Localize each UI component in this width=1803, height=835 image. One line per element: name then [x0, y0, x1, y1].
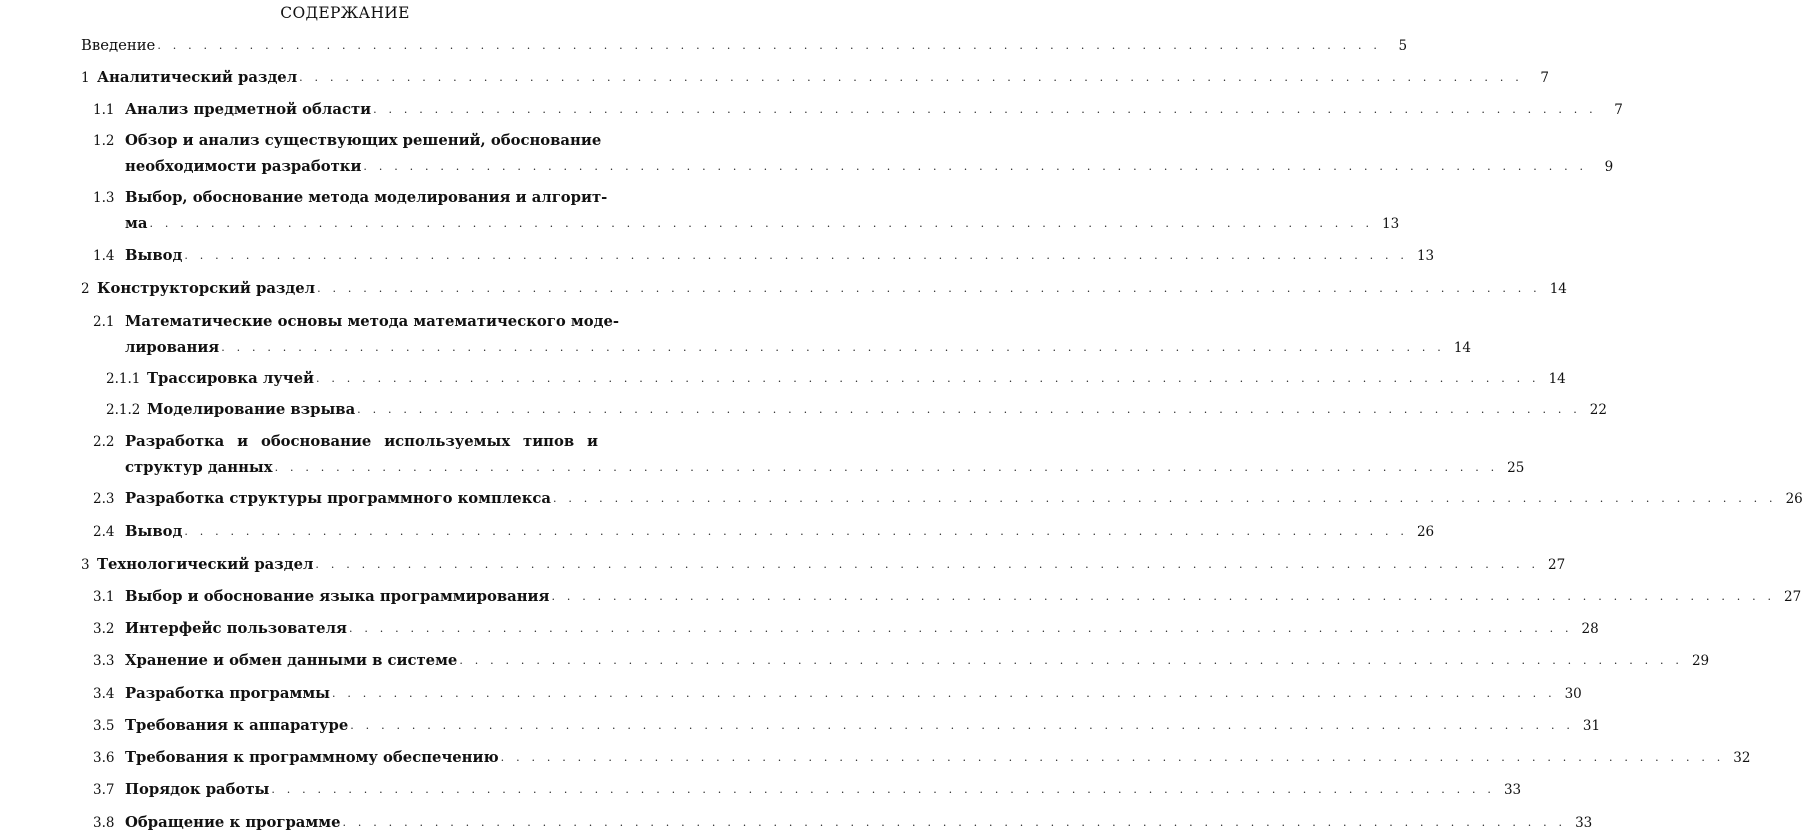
toc-entry-title: Моделирование взрыва: [147, 401, 356, 418]
toc-page-number: 5: [1398, 38, 1408, 54]
toc-entry-title: Конструкторский раздел: [97, 280, 316, 297]
toc-entry-number: 1.4: [93, 248, 115, 264]
toc-entry-title: Разработка и обоснование используемых типов и: [125, 433, 598, 450]
toc-entry-title: Разработка структуры программного комплекса: [125, 490, 551, 507]
toc-page-number: 7: [1540, 70, 1549, 86]
toc-entry-number: 3.4: [93, 686, 115, 702]
toc-entry-number: 1.2: [93, 133, 115, 149]
toc-page-number: 7: [1614, 102, 1623, 118]
toc-entry-title: Разработка программы: [125, 685, 331, 702]
toc-entry-number: 2.1.2: [106, 402, 141, 418]
dot-leader: . . . . . . . . . . . . . . . . . . . . . . . . . . . . . . . . . . . . . . . . . . . . . . . . . . . . . . . . . . . . . . . . . . . . . . . . . . . . . . . .: [357, 403, 1581, 416]
toc-entry-title: Введение: [81, 37, 156, 54]
toc-entry-title: ма: [125, 215, 148, 232]
toc-entry-title: Обращение к программе: [125, 814, 341, 831]
dot-leader: . . . . . . . . . . . . . . . . . . . . . . . . . . . . . . . . . . . . . . . . . . . . . . . . . . . . . . . . . . . . . . . . . . . . . . . . . . . . . . . .: [316, 372, 1540, 385]
toc-entry-number: 1.1: [93, 102, 115, 118]
toc-entry-title: Хранение и обмен данными в системе: [125, 652, 458, 669]
toc-entry-number: 2.3: [93, 491, 115, 507]
dot-leader: . . . . . . . . . . . . . . . . . . . . . . . . . . . . . . . . . . . . . . . . . . . . . . . . . . . . . . . . . . . . . . . . . . . . . . . . . . . . . . . .: [342, 816, 1567, 829]
dot-leader: . . . . . . . . . . . . . . . . . . . . . . . . . . . . . . . . . . . . . . . . . . . . . . . . . . . . . . . . . . . . . . . . . . . . . . . . . . . . . . . .: [551, 590, 1776, 603]
toc-entry-number: 3.2: [93, 621, 115, 637]
toc-entry-number: 3: [81, 557, 90, 573]
toc-entry-title: необходимости разработки: [125, 158, 362, 175]
toc-title: СОДЕРЖАНИЕ: [280, 4, 410, 22]
toc-entry-title: Порядок работы: [125, 781, 270, 798]
dot-leader: . . . . . . . . . . . . . . . . . . . . . . . . . . . . . . . . . . . . . . . . . . . . . . . . . . . . . . . . . . . . . . . . . . . . . . . . . . . . . . . .: [299, 71, 1523, 84]
toc-page-number: 26: [1785, 491, 1803, 507]
toc-page-number: 29: [1691, 653, 1710, 669]
toc-entry-number: 2: [81, 281, 90, 297]
toc-page-number: 22: [1589, 402, 1607, 418]
dot-leader: . . . . . . . . . . . . . . . . . . . . . . . . . . . . . . . . . . . . . . . . . . . . . . . . . . . . . . . . . . . . . . . . . . . . . . . . . . . . . . . .: [315, 558, 1540, 571]
dot-leader: . . . . . . . . . . . . . . . . . . . . . . . . . . . . . . . . . . . . . . . . . . . . . . . . . . . . . . . . . . . . . . . . . . . . . . . . . . . . . . . .: [157, 39, 1382, 52]
dot-leader: . . . . . . . . . . . . . . . . . . . . . . . . . . . . . . . . . . . . . . . . . . . . . . . . . . . . . . . . . . . . . . . . . . . . . . . . . . . . . . . .: [184, 249, 1409, 262]
toc-entry-title: Аналитический раздел: [97, 69, 298, 86]
toc-entry-title: лирования: [125, 339, 220, 356]
toc-page-number: 14: [1453, 340, 1471, 356]
toc-entry-title: Технологический раздел: [97, 556, 314, 573]
dot-leader: . . . . . . . . . . . . . . . . . . . . . . . . . . . . . . . . . . . . . . . . . . . . . . . . . . . . . . . . . . . . . . . . . . . . . . . . . . . . . . . .: [459, 654, 1684, 667]
toc-entry-number: 2.2: [93, 434, 115, 450]
toc-page-number: 30: [1564, 686, 1582, 702]
dot-leader: . . . . . . . . . . . . . . . . . . . . . . . . . . . . . . . . . . . . . . . . . . . . . . . . . . . . . . . . . . . . . . . . . . . . . . . . . . . . . . . .: [363, 160, 1588, 173]
toc-page-number: 33: [1575, 815, 1593, 831]
dot-leader: . . . . . . . . . . . . . . . . . . . . . . . . . . . . . . . . . . . . . . . . . . . . . . . . . . . . . . . . . . . . . . . . . . . . . . . . . . . . . . . .: [500, 751, 1725, 764]
toc-entry-title: Выбор и обоснование языка программирования: [125, 588, 550, 605]
toc-page-number: 14: [1549, 281, 1567, 297]
toc-entry-title: Интерфейс пользователя: [125, 620, 347, 637]
toc-entry-number: 3.1: [93, 589, 115, 605]
dot-leader: . . . . . . . . . . . . . . . . . . . . . . . . . . . . . . . . . . . . . . . . . . . . . . . . . . . . . . . . . . . . . . . . . . . . . . . . . . . . . . . .: [271, 783, 1496, 796]
toc-entry-number: 1.3: [93, 190, 115, 206]
dot-leader: . . . . . . . . . . . . . . . . . . . . . . . . . . . . . . . . . . . . . . . . . . . . . . . . . . . . . . . . . . . . . . . . . . . . . . . . . . . . . . . .: [149, 217, 1374, 230]
toc-entry-number: 3.3: [93, 653, 115, 669]
toc-page-number: 27: [1548, 557, 1566, 573]
toc-page-number: 13: [1416, 248, 1435, 264]
toc-entry-title: Требования к аппаратуре: [125, 717, 349, 734]
toc-page-number: 28: [1581, 621, 1599, 637]
toc-entry-title: Требования к программному обеспечению: [125, 749, 499, 766]
toc-page-number: 9: [1604, 159, 1614, 175]
toc-entry-title: Анализ предметной области: [125, 101, 372, 118]
toc-entry-number: 3.8: [93, 815, 115, 831]
dot-leader: . . . . . . . . . . . . . . . . . . . . . . . . . . . . . . . . . . . . . . . . . . . . . . . . . . . . . . . . . . . . . . . . . . . . . . . . . . . . . . . .: [184, 525, 1409, 538]
toc-entry-number: 1: [81, 70, 90, 86]
dot-leader: . . . . . . . . . . . . . . . . . . . . . . . . . . . . . . . . . . . . . . . . . . . . . . . . . . . . . . . . . . . . . . . . . . . . . . . . . . . . . . . .: [350, 719, 1575, 732]
dot-leader: . . . . . . . . . . . . . . . . . . . . . . . . . . . . . . . . . . . . . . . . . . . . . . . . . . . . . . . . . . . . . . . . . . . . . . . . . . . . . . . .: [317, 282, 1541, 295]
toc-page-number: 13: [1382, 216, 1400, 232]
toc-entry-title: Выбор, обоснование метода моделирования и алгорит-: [125, 189, 608, 206]
toc-entry-number: 3.7: [93, 782, 115, 798]
toc-entry-number: 2.1.1: [106, 371, 141, 387]
toc-page-number: 33: [1503, 782, 1522, 798]
dot-leader: . . . . . . . . . . . . . . . . . . . . . . . . . . . . . . . . . . . . . . . . . . . . . . . . . . . . . . . . . . . . . . . . . . . . . . . . . . . . . . . .: [221, 341, 1445, 354]
toc-entry-title: Трассировка лучей: [147, 370, 314, 387]
toc-page-number: 27: [1784, 589, 1802, 605]
toc-entry-title: Вывод: [125, 247, 183, 264]
toc-page-number: 25: [1507, 460, 1525, 476]
toc-page-number: 31: [1582, 718, 1601, 734]
toc-entry-title: Математические основы метода математического моде-: [125, 313, 620, 330]
dot-leader: . . . . . . . . . . . . . . . . . . . . . . . . . . . . . . . . . . . . . . . . . . . . . . . . . . . . . . . . . . . . . . . . . . . . . . . . . . . . . . . .: [348, 622, 1573, 635]
dot-leader: . . . . . . . . . . . . . . . . . . . . . . . . . . . . . . . . . . . . . . . . . . . . . . . . . . . . . . . . . . . . . . . . . . . . . . . . . . . . . . . .: [553, 492, 1777, 505]
toc-entry-number: 3.6: [93, 750, 115, 766]
toc-entry-title: Вывод: [125, 523, 183, 540]
toc-entry-title: структур данных: [125, 459, 273, 476]
dot-leader: . . . . . . . . . . . . . . . . . . . . . . . . . . . . . . . . . . . . . . . . . . . . . . . . . . . . . . . . . . . . . . . . . . . . . . . . . . . . . . . .: [332, 687, 1556, 700]
toc-entry-title: Обзор и анализ существующих решений, обоснование: [125, 132, 602, 149]
dot-leader: . . . . . . . . . . . . . . . . . . . . . . . . . . . . . . . . . . . . . . . . . . . . . . . . . . . . . . . . . . . . . . . . . . . . . . . . . . . . . . . .: [373, 103, 1597, 116]
toc-entry-number: 2.4: [93, 524, 115, 540]
toc-entry-number: 2.1: [93, 314, 115, 330]
toc-page-number: 26: [1416, 524, 1435, 540]
toc-page-number: 32: [1733, 750, 1751, 766]
toc-entry-number: 3.5: [93, 718, 115, 734]
dot-leader: . . . . . . . . . . . . . . . . . . . . . . . . . . . . . . . . . . . . . . . . . . . . . . . . . . . . . . . . . . . . . . . . . . . . . . . . . . . . . . . .: [274, 461, 1499, 474]
toc-page-number: 14: [1548, 371, 1566, 387]
